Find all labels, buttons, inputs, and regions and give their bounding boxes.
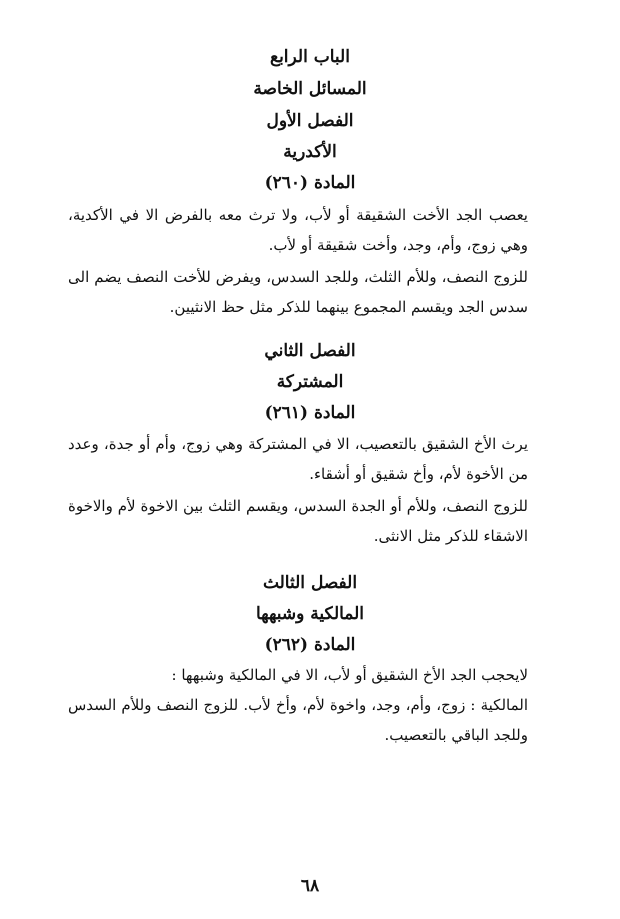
- article-261-heading: المادة (٢٦١): [264, 403, 356, 423]
- chapter-title: الباب الرابع: [270, 47, 350, 67]
- section-3-name: المالكية وشبهها: [255, 604, 365, 624]
- chapter-subtitle: المسائل الخاصة: [253, 79, 367, 99]
- section-3-title: الفصل الثالث: [262, 573, 358, 593]
- article-262-heading: المادة (٢٦٢): [264, 635, 356, 655]
- article-262-paragraph-1: لايحجب الجد الأخ الشقيق أو لأب، الا في المالكية وشبهها :: [171, 666, 528, 684]
- article-262-paragraph-2: المالكية : زوج، وأم، وجد، واخوة لأم، وأخ لأب. للزوج النصف وللأم السدس وللجد الباقي بالتعصيب.: [68, 696, 528, 744]
- section-2-title: الفصل الثاني: [264, 341, 356, 361]
- article-260-heading: المادة (٢٦٠): [264, 173, 356, 193]
- article-260-paragraph-2: للزوج النصف، وللأم الثلث، وللجد السدس، ويفرض للأخت النصف يضم الى سدس الجد ويقسم المجموع بينهما للذكر مثل حظ الانثيين.: [68, 268, 528, 316]
- section-1-name: الأكدرية: [283, 142, 337, 162]
- article-260-paragraph-1: يعصب الجد الأخت الشقيقة أو لأب، ولا ترث معه بالفرض الا في الأكدية، وهي زوج، وأم، وجد، وأخت شقيقة أو لأب.: [68, 206, 528, 254]
- section-1-title: الفصل الأول: [266, 111, 354, 131]
- section-2-name: المشتركة: [276, 372, 344, 392]
- page-number: ٦٨: [300, 876, 320, 896]
- article-261-paragraph-1: يرث الأخ الشقيق بالتعصيب، الا في المشتركة وهي زوج، وأم أو جدة، وعدد من الأخوة لأم، وأخ شقيق أو أشقاء.: [68, 435, 528, 483]
- article-261-paragraph-2: للزوج النصف، وللأم أو الجدة السدس، ويقسم الثلث بين الاخوة لأم والاخوة الاشقاء للذكر مثل الانثى.: [68, 497, 528, 545]
